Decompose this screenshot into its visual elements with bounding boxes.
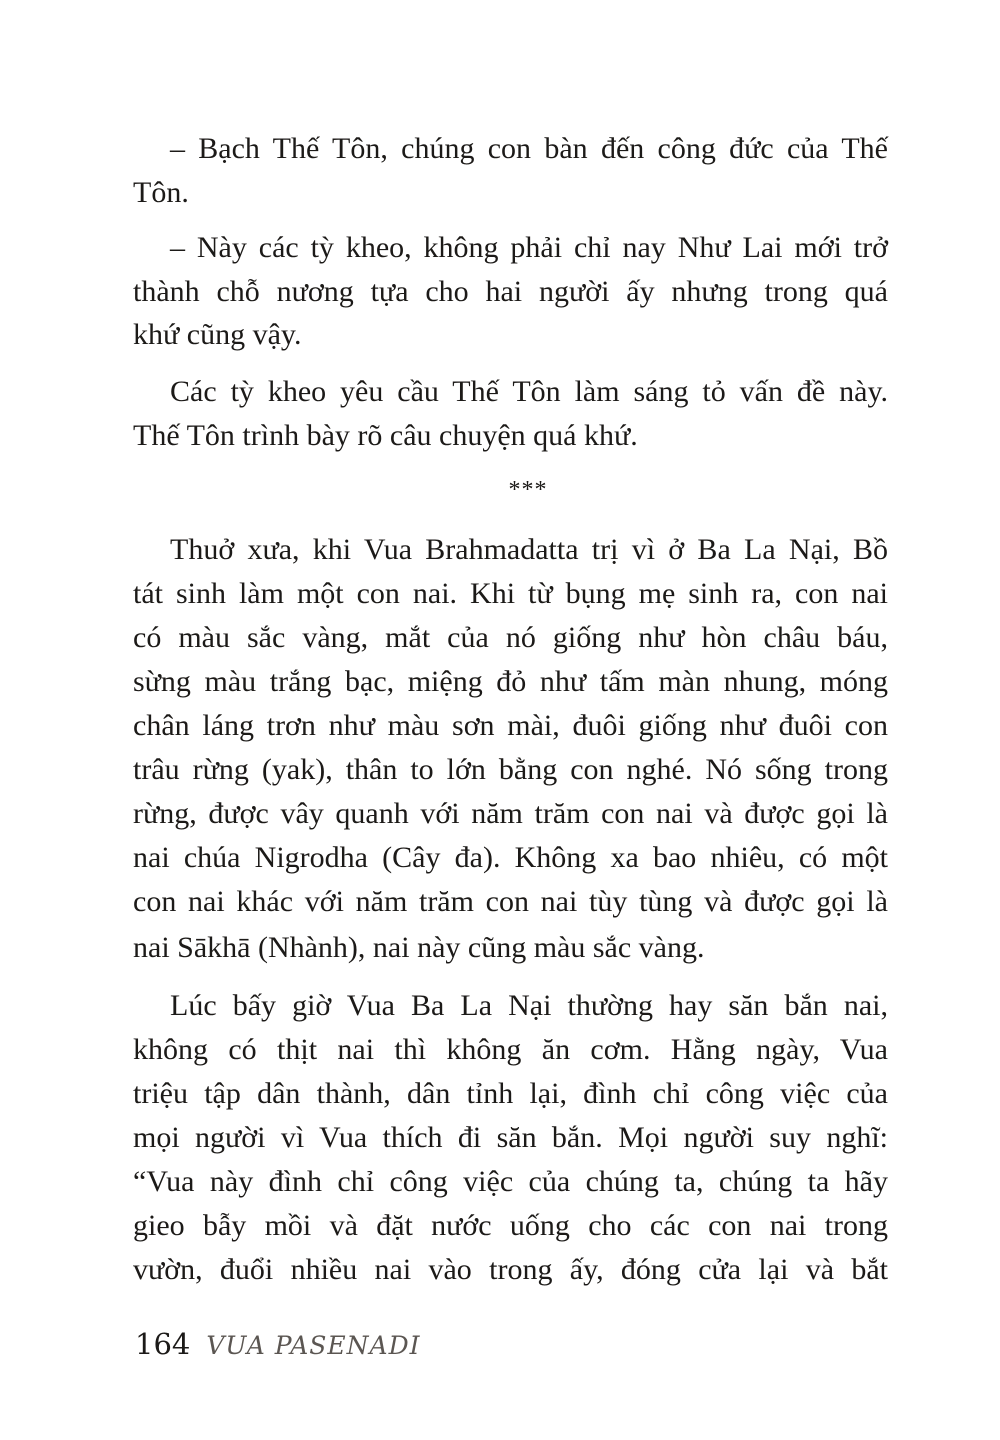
text-line: Tôn. bbox=[133, 176, 189, 209]
text-line: nai chúa Nigrodha (Cây đa). Không xa bao nhiêu, có một bbox=[133, 841, 888, 874]
page-number: 164 bbox=[135, 1327, 191, 1361]
text-line: triệu tập dân thành, dân tỉnh lại, đình chỉ công việc của bbox=[133, 1077, 888, 1110]
text-line: Lúc bấy giờ Vua Ba La Nại thường hay săn bắn nai, bbox=[170, 989, 888, 1022]
text-line: có màu sắc vàng, mắt của nó giống như hòn châu báu, bbox=[133, 621, 888, 654]
text-line: Thế Tôn trình bày rõ câu chuyện quá khứ. bbox=[133, 419, 638, 452]
text-line: thành chỗ nương tựa cho hai người ấy nhưng trong quá bbox=[133, 275, 888, 308]
text-line: không có thịt nai thì không ăn cơm. Hằng ngày, Vua bbox=[133, 1033, 888, 1066]
text-line: vườn, đuổi nhiều nai vào trong ấy, đóng cửa lại và bắt bbox=[133, 1253, 888, 1286]
running-title: VUA PASENADI bbox=[206, 1331, 421, 1360]
text-line: mọi người vì Vua thích đi săn bắn. Mọi người suy nghĩ: bbox=[133, 1121, 888, 1154]
text-line: – Bạch Thế Tôn, chúng con bàn đến công đức của Thế bbox=[170, 132, 888, 165]
text-line: khứ cũng vậy. bbox=[133, 318, 302, 351]
text-line: chân láng trơn như màu sơn mài, đuôi giống như đuôi con bbox=[133, 709, 888, 742]
text-line: “Vua này đình chỉ công việc của chúng ta, chúng ta hãy bbox=[133, 1165, 888, 1198]
text-line: nai Sākhā (Nhành), nai này cũng màu sắc vàng. bbox=[133, 931, 705, 964]
text-line: rừng, được vây quanh với năm trăm con nai và được gọi là bbox=[133, 797, 888, 830]
text-line: – Này các tỳ kheo, không phải chỉ nay Như Lai mới trở bbox=[170, 231, 888, 264]
text-line: con nai khác với năm trăm con nai tùy tùng và được gọi là bbox=[133, 885, 888, 918]
text-line: Thuở xưa, khi Vua Brahmadatta trị vì ở Ba La Nại, Bồ bbox=[170, 533, 888, 566]
page-footer bbox=[135, 1322, 421, 1366]
text-line: trâu rừng (yak), thân to lớn bằng con nghé. Nó sống trong bbox=[133, 753, 888, 786]
text-line: tát sinh làm một con nai. Khi từ bụng mẹ sinh ra, con nai bbox=[133, 577, 888, 610]
text-line: sừng màu trắng bạc, miệng đỏ như tấm màn nhung, móng bbox=[133, 665, 888, 698]
section-separator: *** bbox=[508, 477, 548, 503]
text-line: Các tỳ kheo yêu cầu Thế Tôn làm sáng tỏ vấn đề này. bbox=[170, 375, 888, 408]
text-line: gieo bẫy mồi và đặt nước uống cho các con nai trong bbox=[133, 1209, 888, 1242]
